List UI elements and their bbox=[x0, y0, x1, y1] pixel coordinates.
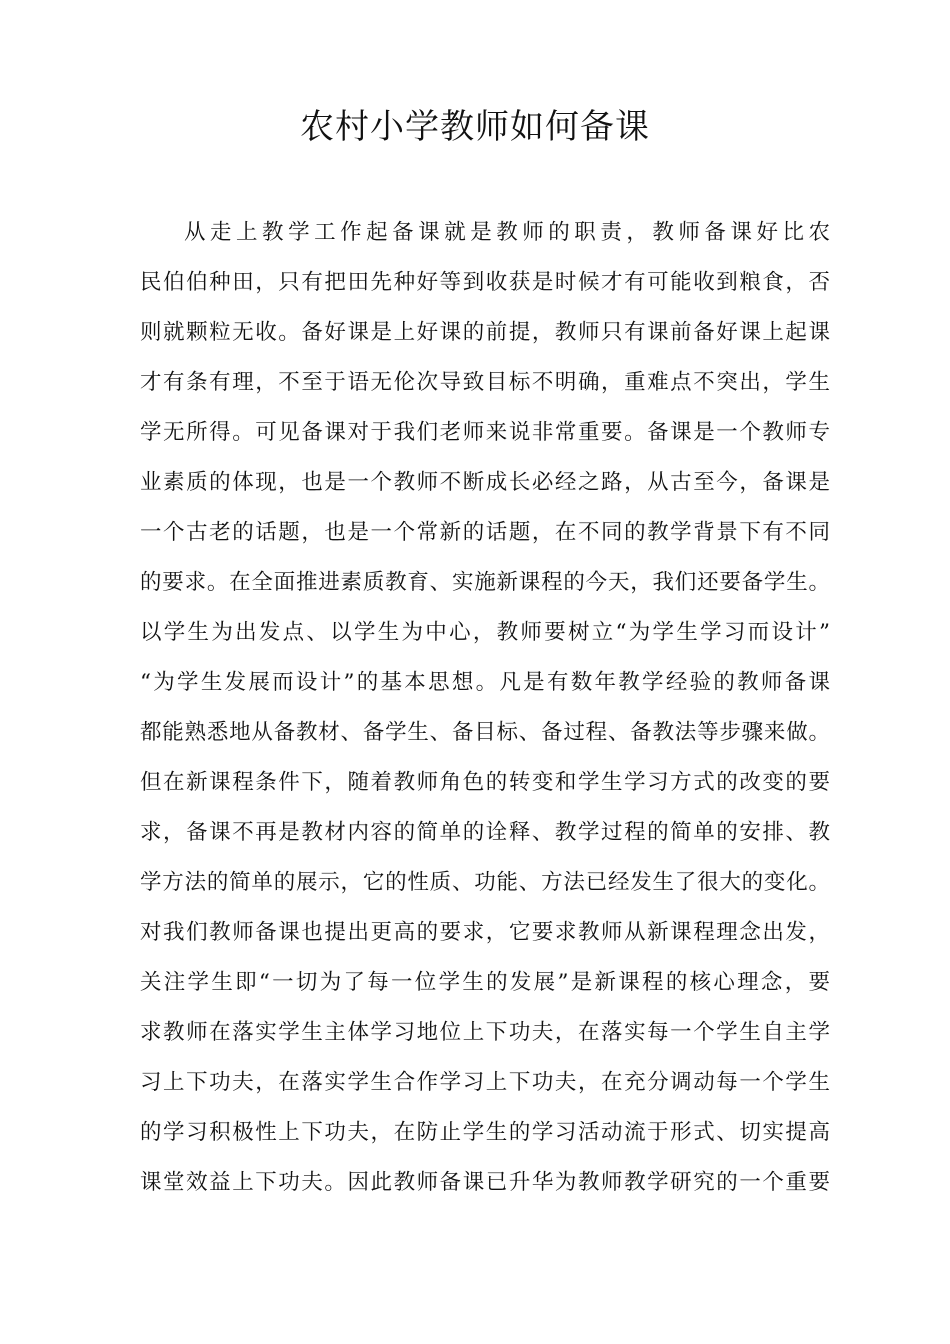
paragraph-line: 求教师在落实学生主体学习地位上下功夫，在落实每一个学生自主学 bbox=[140, 1020, 830, 1045]
paragraph-line: 关注学生即“一切为了每一位学生的发展”是新课程的核心理念，要 bbox=[140, 970, 830, 995]
paragraph-line: 以学生为出发点、以学生为中心，教师要树立“为学生学习而设计” bbox=[140, 620, 830, 645]
paragraph-line: 对我们教师备课也提出更高的要求，它要求教师从新课程理念出发， bbox=[140, 920, 830, 945]
paragraph-line: 则就颗粒无收。备好课是上好课的前提，教师只有课前备好课上起课 bbox=[140, 320, 830, 345]
paragraph-line: 的要求。在全面推进素质教育、实施新课程的今天，我们还要备学生。 bbox=[140, 570, 830, 595]
paragraph-line: 的学习积极性上下功夫，在防止学生的学习活动流于形式、切实提高 bbox=[140, 1120, 830, 1145]
paragraph-line: 学方法的简单的展示，它的性质、功能、方法已经发生了很大的变化。 bbox=[140, 870, 830, 895]
paragraph-line: 才有条有理，不至于语无伦次导致目标不明确，重难点不突出，学生 bbox=[140, 370, 830, 395]
paragraph-line: 学无所得。可见备课对于我们老师来说非常重要。备课是一个教师专 bbox=[140, 420, 830, 445]
paragraph-line: 业素质的体现，也是一个教师不断成长必经之路，从古至今，备课是 bbox=[140, 470, 830, 495]
paragraph-line: 从走上教学工作起备课就是教师的职责，教师备课好比农 bbox=[184, 220, 830, 245]
paragraph-line: 但在新课程条件下，随着教师角色的转变和学生学习方式的改变的要 bbox=[140, 770, 830, 795]
paragraph-line: 都能熟悉地从备教材、备学生、备目标、备过程、备教法等步骤来做。 bbox=[140, 720, 830, 745]
paragraph-line: 求，备课不再是教材内容的简单的诠释、教学过程的简单的安排、教 bbox=[140, 820, 830, 845]
paragraph-line: 习上下功夫，在落实学生合作学习上下功夫，在充分调动每一个学生 bbox=[140, 1070, 830, 1095]
paragraph-line: 民伯伯种田，只有把田先种好等到收获是时候才有可能收到粮食，否 bbox=[140, 270, 830, 295]
document-title: 农村小学教师如何备课 bbox=[300, 107, 650, 147]
body-paragraph bbox=[140, 208, 830, 1208]
paragraph-line: “为学生发展而设计”的基本思想。凡是有数年教学经验的教师备课 bbox=[140, 670, 830, 695]
paragraph-line: 课堂效益上下功夫。因此教师备课已升华为教师教学研究的一个重要 bbox=[140, 1170, 830, 1195]
paragraph-line: 一个古老的话题，也是一个常新的话题，在不同的教学背景下有不同 bbox=[140, 520, 830, 545]
